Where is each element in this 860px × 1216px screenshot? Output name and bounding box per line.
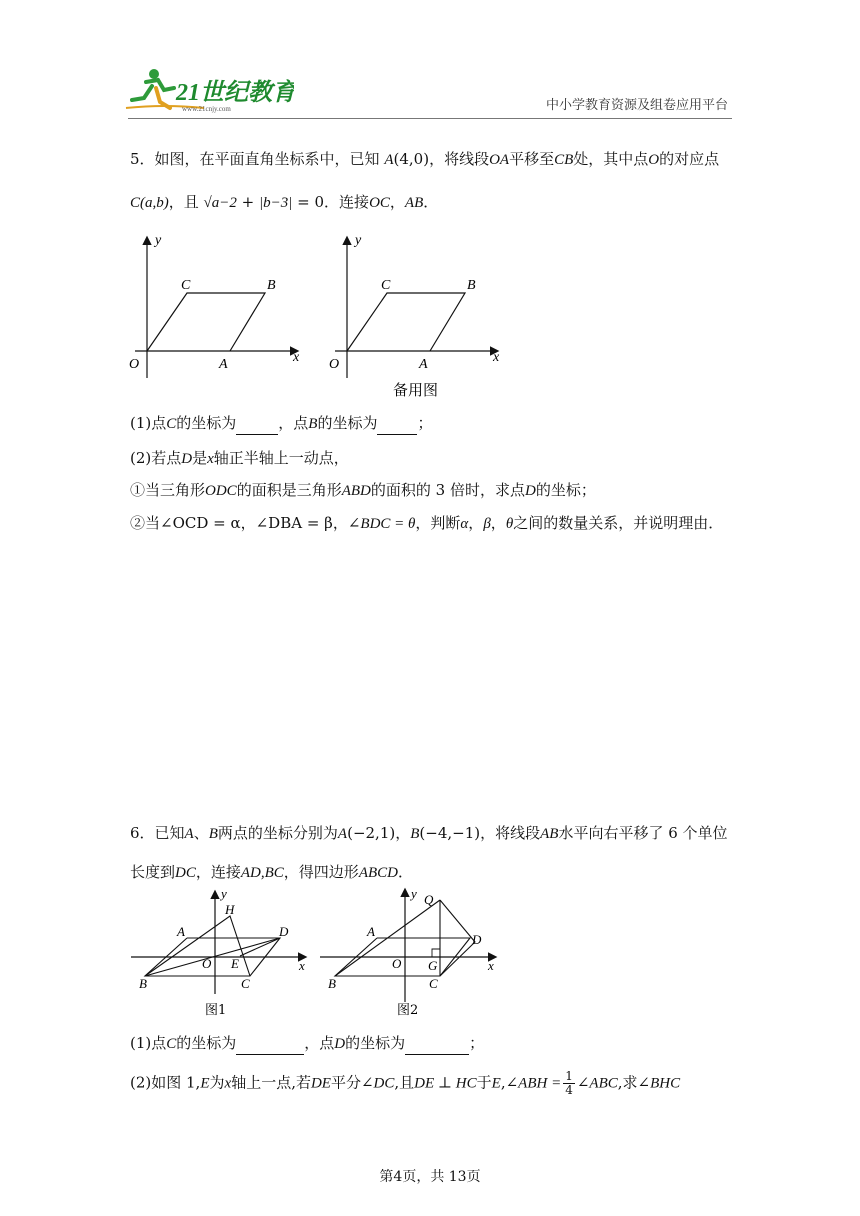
- svg-text:D: D: [279, 924, 289, 939]
- q6-part2: (2)如图 1,E为x轴上一点,若DE平分∠DC,且DE ⊥ HC于E,∠ABH = $\frac{1}{4}$ ∠ABC,求∠BHC: [130, 1069, 681, 1097]
- svg-text:x: x: [299, 958, 305, 973]
- q6-line1: 6．已知A、B两点的坐标分别为A(−2,1)，B(−4,−1)，将线段AB水平向右平移了 6 个单位: [130, 824, 728, 842]
- platform-name: 中小学教育资源及组卷应用平台: [545, 98, 728, 113]
- svg-text:y: y: [411, 886, 417, 901]
- svg-text:B: B: [467, 278, 476, 293]
- svg-text:O: O: [329, 357, 340, 372]
- fig2-caption: 图2: [397, 1003, 419, 1018]
- q6-line2: 长度到DC，连接AD,BC，得四边形ABCD．: [130, 863, 413, 881]
- fraction: $\frac{1}{4}$: [565, 1069, 573, 1097]
- q6-figure-2: [320, 886, 495, 1018]
- svg-text:H: H: [225, 902, 235, 917]
- fig1-caption: 图1: [205, 1003, 227, 1018]
- q5-sub1: ①当三角形ODC的面积是三角形ABD的面积的 3 倍时，求点D的坐标；: [130, 481, 596, 499]
- svg-text:O: O: [392, 956, 402, 971]
- svg-text:x: x: [488, 958, 494, 973]
- q5-line1: 5．如图，在平面直角坐标系中，已知 A(4,0)，将线段OA平移至CB处，其中点O的对应点: [130, 150, 720, 168]
- q6-part1: (1)点C的坐标为 ，点D的坐标为 ；: [130, 1032, 484, 1055]
- parallelogram: [147, 293, 265, 351]
- svg-text:A: A: [419, 357, 428, 372]
- page-footer: 第4页，共 13页: [379, 1169, 481, 1185]
- svg-text:E: E: [231, 956, 239, 971]
- svg-text:A: A: [367, 924, 375, 939]
- label-c: C: [181, 278, 191, 293]
- svg-text:C: C: [241, 976, 250, 991]
- q5-part2: (2)若点D是x轴正半轴上一动点，: [130, 449, 349, 467]
- backup-figure-caption: 备用图: [393, 381, 439, 399]
- answer-blank: [405, 1038, 469, 1055]
- q5-sub2: ②当∠OCD = α，∠DBA = β，∠BDC = θ，判断α，β，θ之间的数量关系，并说明理由．: [130, 514, 724, 532]
- label-o: O: [129, 357, 140, 372]
- svg-text:Q: Q: [424, 892, 434, 907]
- svg-text:B: B: [139, 976, 147, 991]
- svg-text:B: B: [328, 976, 336, 991]
- svg-text:G: G: [428, 958, 438, 973]
- q6-figure-1: [131, 886, 305, 1018]
- svg-text:x: x: [493, 350, 500, 365]
- answer-blank: [236, 1038, 304, 1055]
- label-y: y: [155, 233, 162, 248]
- logo-text: 21世纪教育: [176, 80, 294, 106]
- svg-text:C: C: [429, 976, 438, 991]
- q5-main-figure: [129, 233, 300, 378]
- svg-text:A: A: [177, 924, 185, 939]
- label-x: x: [293, 350, 300, 365]
- answer-blank: [377, 418, 417, 435]
- svg-text:D: D: [472, 932, 482, 947]
- svg-text:y: y: [221, 886, 227, 901]
- answer-blank: [236, 418, 278, 435]
- q5-part1: (1)点C的坐标为 ，点B的坐标为 ；: [130, 412, 433, 435]
- q5-line2: C(a,b)，且 √a−2 + |b−3| = 0．连接OC，AB．: [130, 193, 439, 211]
- svg-text:C: C: [381, 278, 391, 293]
- svg-text:O: O: [202, 956, 212, 971]
- header-divider: [128, 118, 732, 119]
- label-a: A: [219, 357, 228, 372]
- q6-figures: [125, 886, 515, 1026]
- logo-url: www.21cnjy.com: [182, 105, 231, 113]
- logo: [124, 64, 294, 114]
- q5-backup-figure: [329, 233, 500, 399]
- svg-text:y: y: [355, 233, 362, 248]
- q5-figures: [125, 228, 515, 403]
- label-b: B: [267, 278, 276, 293]
